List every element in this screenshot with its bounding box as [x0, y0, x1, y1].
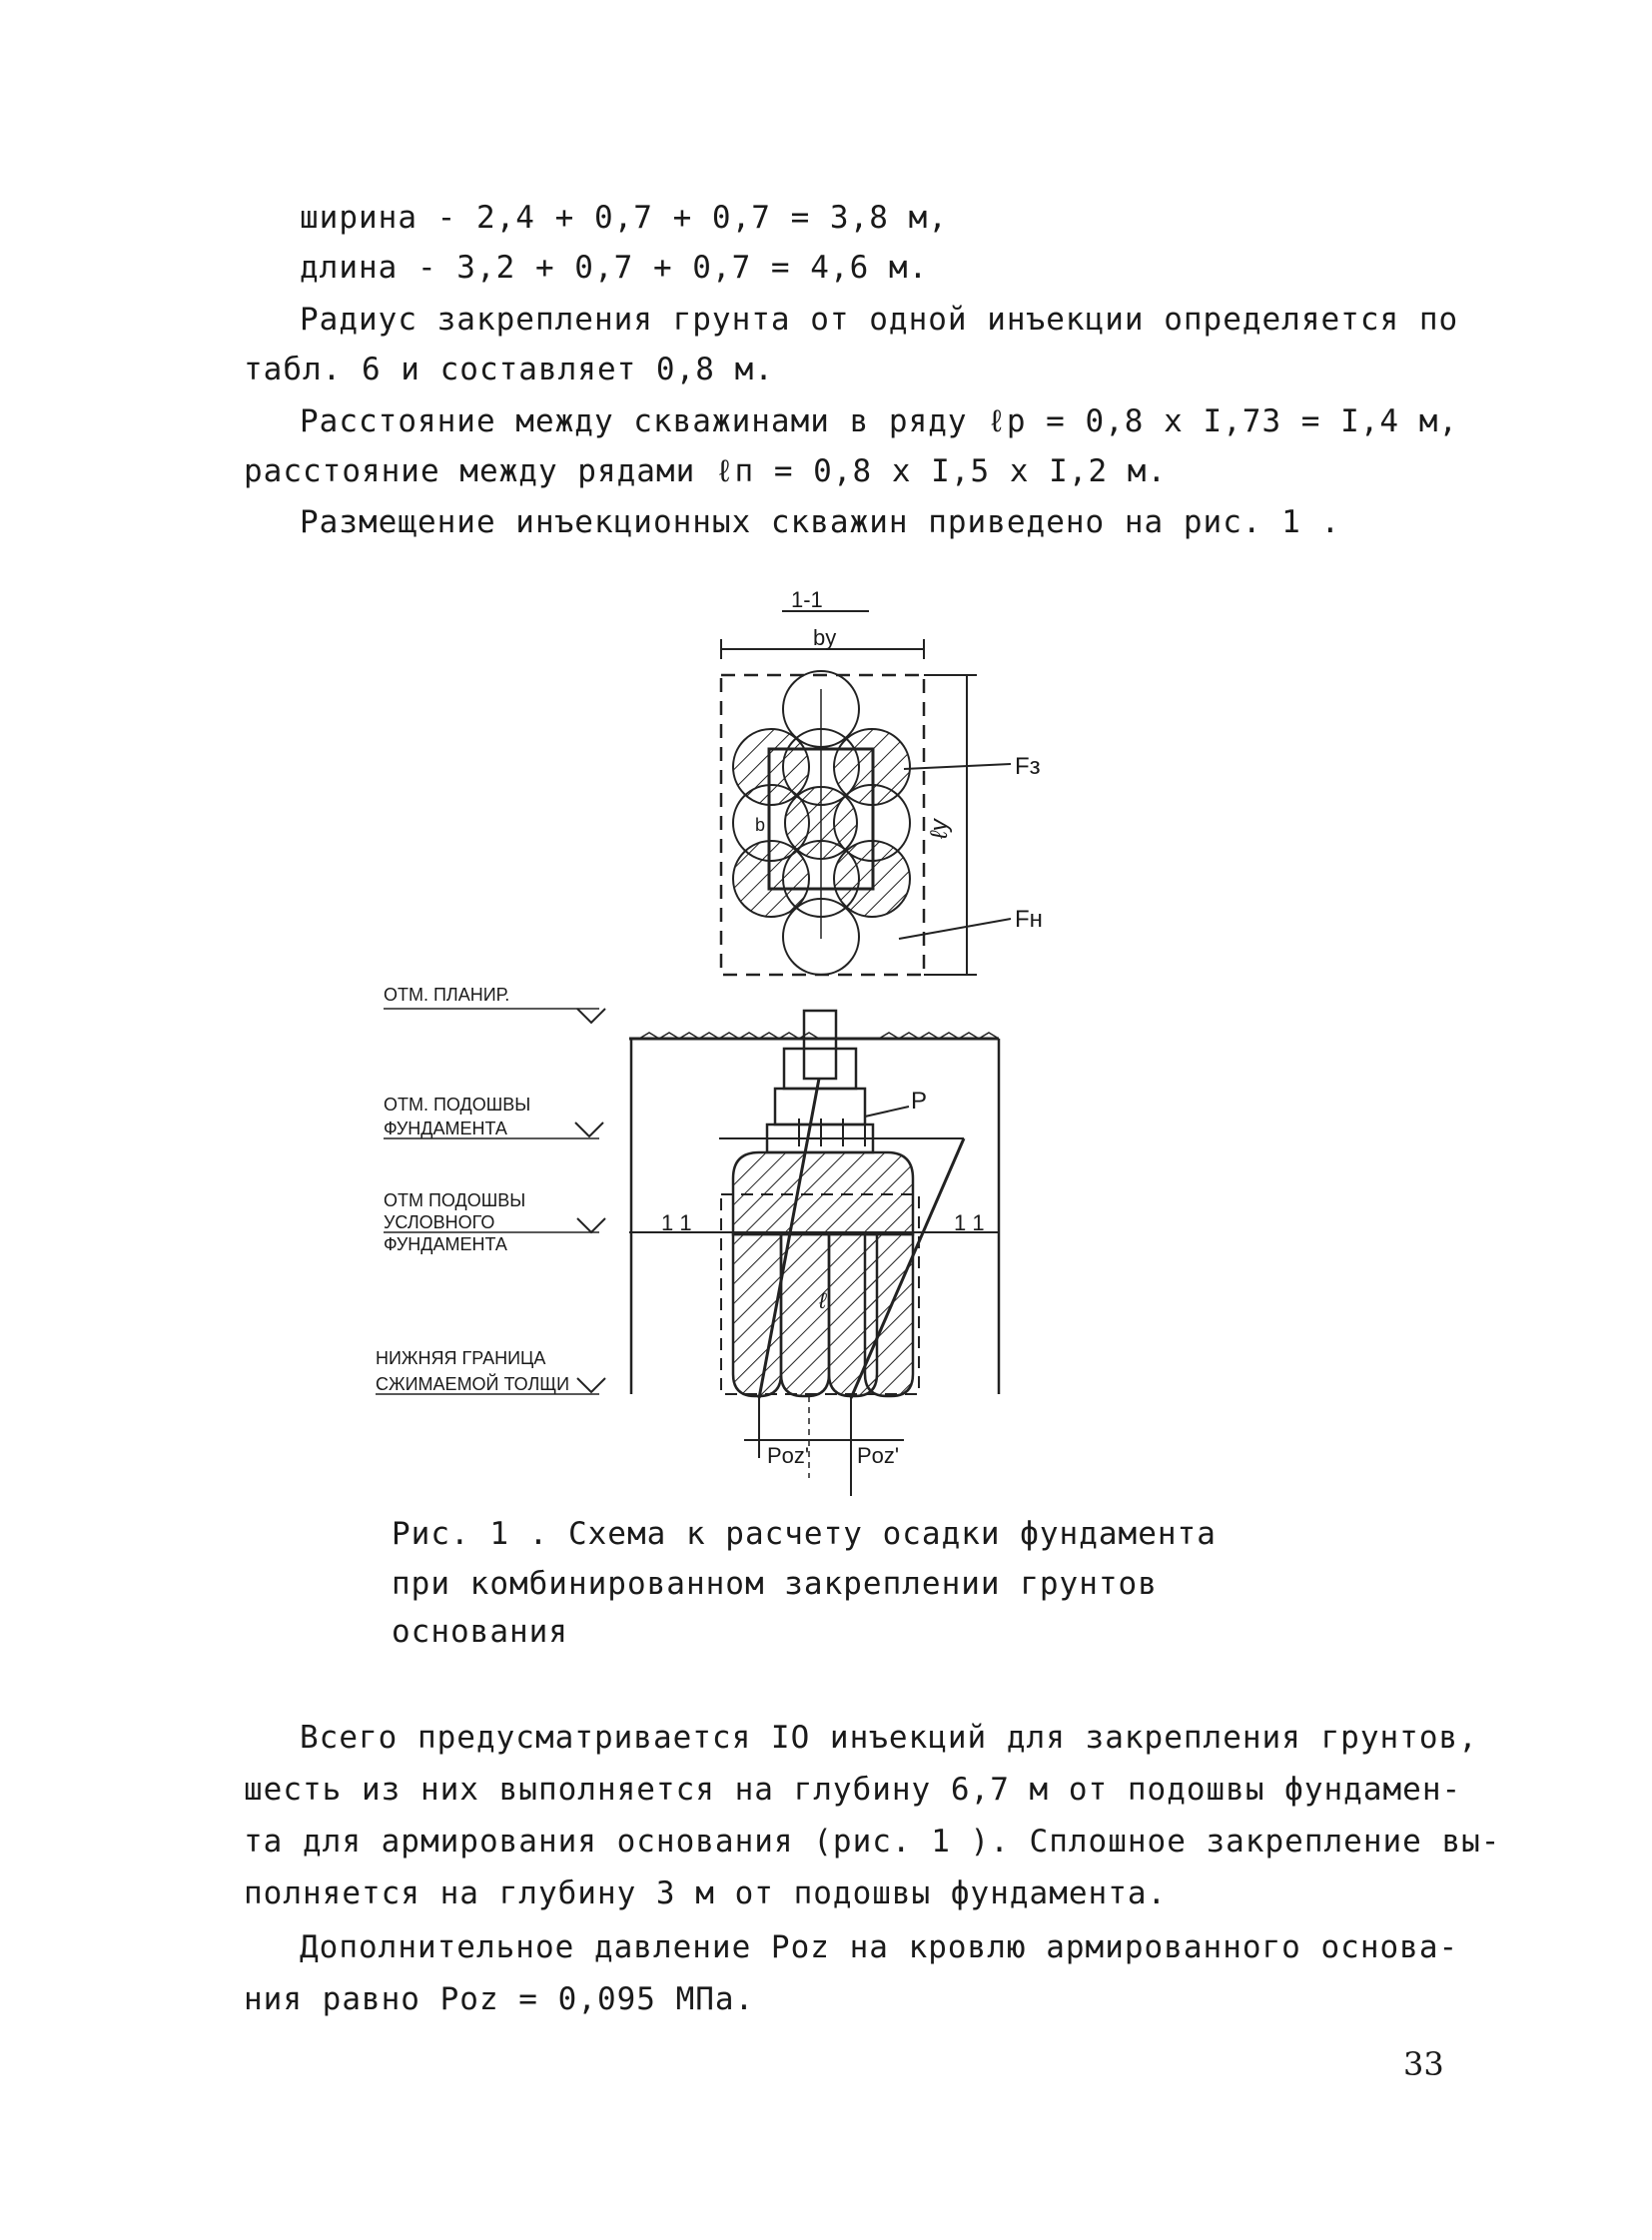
level-foundation-2: ФУНДАМЕНТА	[384, 1119, 507, 1138]
figure-caption-1: Рис. 1 . Схема к расчету осадки фундамента	[392, 1516, 1217, 1552]
level-planning: ОТМ. ПЛАНИР.	[384, 985, 510, 1005]
text-placement: Размещение инъекционных скважин приведено на рис. 1 .	[300, 504, 1341, 540]
section-view	[376, 985, 999, 1496]
fz-label: Fз	[1015, 753, 1041, 780]
plan-view	[721, 587, 1043, 975]
level-lower-1: НИЖНЯЯ ГРАНИЦА	[376, 1348, 546, 1368]
section-mark-left: 1 1	[661, 1210, 692, 1235]
text-rows-distance: расстояние между рядами ℓп = 0,8 x I,5 x I,2 м.	[244, 453, 1168, 489]
p-label: P	[911, 1088, 928, 1115]
b-label: b	[755, 815, 766, 835]
text-injections-2: шесть из них выполняется на глубину 6,7 м от подошвы фундамен-	[244, 1772, 1462, 1808]
fn-label: Fн	[1015, 906, 1043, 933]
text-row-spacing: Расстояние между скважинами в ряду ℓр = 0,8 x I,73 = I,4 м,	[300, 403, 1459, 439]
text-injections-4: полняется на глубину 3 м от подошвы фундамента.	[244, 1875, 1168, 1911]
poz-right-label: Poz'	[857, 1443, 900, 1468]
figure-caption-2: при комбинированном закреплении грунтов	[392, 1566, 1158, 1602]
section-mark-right: 1 1	[954, 1210, 985, 1235]
page-number: 33	[1403, 2045, 1444, 2083]
ll-label: ℓ	[819, 1288, 827, 1313]
text-radius-1: Радиус закрепления грунта от одной инъекции определяется по	[300, 302, 1459, 338]
level-cond-3: ФУНДАМЕНТА	[384, 1234, 507, 1254]
length-label: ℓу	[926, 819, 953, 839]
text-pressure-2: ния равно Poz = 0,095 МПа.	[244, 1981, 755, 2017]
figure-caption-3: основания	[392, 1614, 568, 1650]
text-injections-1: Всего предусматривается IO инъекций для закрепления грунтов,	[300, 1720, 1478, 1756]
poz-left-label: Poz'	[767, 1443, 810, 1468]
level-lower-2: СЖИМАЕМОЙ ТОЛЩИ	[376, 1374, 570, 1394]
level-cond-2: УСЛОВНОГО	[384, 1212, 495, 1232]
level-foundation-1: ОТМ. ПОДОШВЫ	[384, 1095, 531, 1115]
text-radius-2: табл. 6 и составляет 0,8 м.	[244, 352, 774, 387]
text-injections-3: та для армирования основания (рис. 1 ). Сплошное закрепление вы-	[244, 1824, 1501, 1860]
text-pressure-1: Дополнительное давление Poz на кровлю армированного основа-	[300, 1929, 1459, 1965]
text-width-calc: ширина - 2,4 + 0,7 + 0,7 = 3,8 м,	[300, 200, 948, 236]
level-cond-1: ОТМ ПОДОШВЫ	[384, 1190, 526, 1210]
width-label: bу	[813, 625, 837, 650]
text-length-calc: длина - 3,2 + 0,7 + 0,7 = 4,6 м.	[300, 250, 929, 286]
section-label: 1-1	[791, 587, 823, 612]
